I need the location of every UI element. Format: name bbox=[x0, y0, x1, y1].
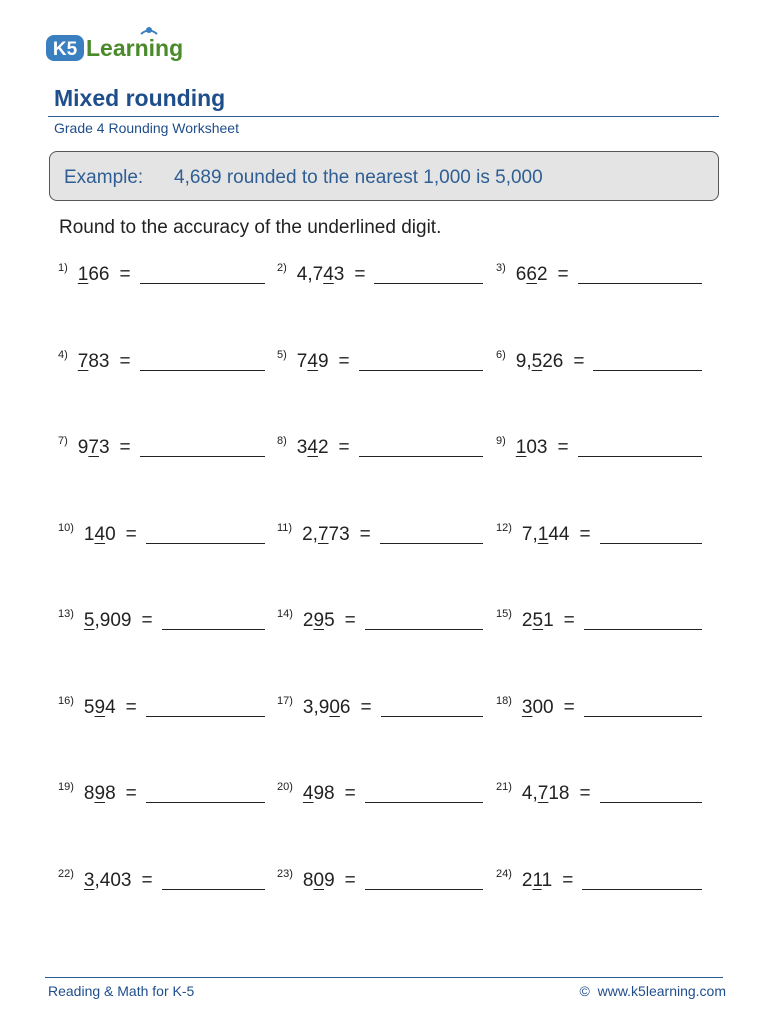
problem-underlined-digit: 7 bbox=[317, 523, 329, 545]
example-text: 4,689 rounded to the nearest 1,000 is 5,000 bbox=[174, 167, 543, 188]
problem-underlined-digit: 7 bbox=[537, 783, 549, 804]
problem-underlined-digit: 9 bbox=[94, 696, 106, 718]
answer-blank[interactable] bbox=[140, 264, 265, 284]
problem-digits-after: 2 bbox=[536, 264, 548, 285]
problem-underlined-digit: 4 bbox=[307, 437, 318, 458]
answer-blank[interactable] bbox=[140, 351, 265, 371]
problem-number: 19) bbox=[58, 781, 74, 793]
answer-blank[interactable] bbox=[584, 697, 702, 717]
problem-number: 20) bbox=[277, 781, 293, 793]
problem-digits-before: 1 bbox=[83, 523, 95, 545]
problem-number: 10) bbox=[58, 521, 74, 534]
problem-number: 3) bbox=[496, 262, 506, 274]
problem-item bbox=[496, 522, 702, 556]
problem-number: 14) bbox=[277, 608, 293, 620]
equals-sign: = bbox=[557, 437, 569, 458]
problem-number: 21) bbox=[496, 781, 512, 793]
k5-learning-logo bbox=[44, 24, 204, 68]
answer-blank[interactable] bbox=[582, 870, 702, 890]
equals-sign: = bbox=[125, 696, 137, 718]
answer-blank[interactable] bbox=[600, 783, 702, 803]
problem-grid bbox=[58, 262, 718, 952]
equals-sign: = bbox=[125, 523, 137, 545]
problem-digits-before: 3,9 bbox=[302, 696, 330, 718]
problem-underlined-digit: 0 bbox=[313, 869, 325, 891]
problem-item bbox=[58, 868, 265, 902]
equals-sign: = bbox=[579, 783, 591, 804]
answer-blank[interactable] bbox=[162, 610, 265, 630]
equals-sign: = bbox=[344, 610, 356, 631]
problem-digits-after: 03 bbox=[526, 437, 548, 458]
equals-sign: = bbox=[563, 610, 575, 631]
footer-divider bbox=[45, 977, 723, 978]
equals-sign: = bbox=[141, 869, 153, 891]
equals-sign: = bbox=[360, 696, 372, 718]
footer-tagline: Reading & Math for K-5 bbox=[48, 983, 195, 999]
equals-sign: = bbox=[579, 523, 591, 545]
problem-item bbox=[58, 695, 265, 729]
footer-site bbox=[580, 983, 727, 999]
answer-blank[interactable] bbox=[365, 783, 483, 803]
problem-digits-before: 2 bbox=[521, 869, 533, 891]
problem-item bbox=[496, 695, 702, 729]
equals-sign: = bbox=[125, 783, 137, 804]
answer-blank[interactable] bbox=[359, 351, 483, 371]
problem-underlined-digit: 6 bbox=[526, 264, 537, 285]
problem-digits-after: 9 bbox=[324, 869, 335, 891]
problem-item bbox=[58, 349, 265, 383]
problem-underlined-digit: 7 bbox=[77, 350, 89, 372]
problem-item bbox=[496, 262, 702, 296]
page-subtitle: Grade 4 Rounding Worksheet bbox=[54, 120, 239, 136]
problem-item bbox=[496, 781, 702, 815]
problem-digits-after: 83 bbox=[88, 350, 110, 372]
problem-number: 22) bbox=[58, 867, 74, 880]
problem-number: 17) bbox=[277, 694, 293, 707]
problem-digits-before: 4,7 bbox=[296, 264, 324, 285]
problem-number: 23) bbox=[277, 867, 293, 880]
equals-sign: = bbox=[557, 264, 569, 285]
problem-digits-before: 9 bbox=[77, 437, 89, 458]
equals-sign: = bbox=[354, 264, 366, 285]
problem-item bbox=[277, 695, 483, 729]
answer-blank[interactable] bbox=[600, 524, 702, 544]
example-label: Example: bbox=[64, 167, 144, 188]
equals-sign: = bbox=[359, 523, 371, 545]
answer-blank[interactable] bbox=[146, 783, 265, 803]
problem-number: 4) bbox=[58, 348, 68, 361]
problem-number: 5) bbox=[277, 348, 287, 361]
equals-sign: = bbox=[563, 696, 575, 718]
answer-blank[interactable] bbox=[381, 697, 483, 717]
problem-underlined-digit: 7 bbox=[88, 437, 99, 458]
problem-number: 9) bbox=[496, 435, 506, 447]
problem-number: 16) bbox=[58, 694, 74, 707]
answer-blank[interactable] bbox=[162, 870, 265, 890]
problem-digits-before: 9, bbox=[515, 350, 532, 372]
answer-blank[interactable] bbox=[146, 697, 265, 717]
problem-digits-after: 1 bbox=[543, 610, 554, 631]
instruction-text: Round to the accuracy of the underlined digit. bbox=[59, 217, 442, 238]
problem-item bbox=[58, 781, 265, 815]
problem-digits-after: 66 bbox=[88, 264, 110, 285]
problem-number: 11) bbox=[277, 521, 293, 534]
problem-digits-before: 4, bbox=[521, 783, 538, 804]
problem-item bbox=[58, 262, 265, 296]
problem-digits-after: 3 bbox=[98, 437, 110, 458]
problem-digits-before: 5 bbox=[83, 696, 95, 718]
answer-blank[interactable] bbox=[593, 351, 702, 371]
problem-digits-after: 0 bbox=[105, 523, 116, 545]
problem-number: 15) bbox=[496, 608, 512, 620]
problem-number: 7) bbox=[58, 435, 68, 447]
problem-underlined-digit: 1 bbox=[537, 523, 549, 545]
answer-blank[interactable] bbox=[380, 524, 483, 544]
equals-sign: = bbox=[338, 437, 350, 458]
problem-digits-after: ,403 bbox=[94, 869, 132, 891]
problem-number: 2) bbox=[277, 262, 287, 274]
footer-url: www.k5learning.com bbox=[597, 983, 726, 999]
equals-sign: = bbox=[119, 350, 131, 372]
problem-item bbox=[496, 349, 702, 383]
problem-item bbox=[277, 262, 483, 296]
problem-digits-after: 9 bbox=[317, 350, 329, 372]
problem-underlined-digit: 4 bbox=[307, 350, 318, 372]
problem-item bbox=[277, 435, 483, 469]
answer-blank[interactable] bbox=[365, 870, 483, 890]
problem-digits-after: 73 bbox=[328, 523, 350, 545]
problem-underlined-digit: 5 bbox=[83, 610, 95, 631]
problem-digits-after: 44 bbox=[548, 523, 570, 545]
problem-underlined-digit: 5 bbox=[531, 350, 543, 372]
equals-sign: = bbox=[573, 350, 585, 372]
problem-digits-after: 2 bbox=[317, 437, 329, 458]
problem-item bbox=[277, 349, 483, 383]
equals-sign: = bbox=[338, 350, 350, 372]
answer-blank[interactable] bbox=[578, 437, 702, 457]
problem-number: 6) bbox=[496, 348, 506, 361]
problem-digits-after: 8 bbox=[105, 783, 116, 804]
problem-digits-before: 8 bbox=[83, 783, 95, 804]
problem-digits-before: 6 bbox=[515, 264, 527, 285]
equals-sign: = bbox=[119, 264, 131, 285]
problem-underlined-digit: 5 bbox=[532, 610, 544, 631]
problem-underlined-digit: 1 bbox=[77, 264, 89, 285]
problem-digits-after: 98 bbox=[313, 783, 335, 804]
problem-item bbox=[58, 522, 265, 556]
problem-digits-before: 7 bbox=[296, 350, 308, 372]
answer-blank[interactable] bbox=[146, 524, 265, 544]
answer-blank[interactable] bbox=[578, 264, 702, 284]
problem-digits-after: 5 bbox=[324, 610, 335, 631]
problem-number: 18) bbox=[496, 694, 512, 707]
example-box bbox=[49, 151, 719, 201]
problem-digits-before: 3 bbox=[296, 437, 308, 458]
equals-sign: = bbox=[141, 610, 153, 631]
equals-sign: = bbox=[119, 437, 131, 458]
problem-digits-after: 4 bbox=[105, 696, 116, 718]
problem-underlined-digit: 3 bbox=[83, 869, 95, 891]
logo-k5-text: K5 bbox=[52, 39, 78, 60]
problem-digits-after: 3 bbox=[333, 264, 345, 285]
problem-number: 8) bbox=[277, 435, 287, 447]
problem-underlined-digit: 4 bbox=[302, 783, 314, 804]
equals-sign: = bbox=[344, 783, 356, 804]
problem-item bbox=[277, 781, 483, 815]
problem-item bbox=[58, 435, 265, 469]
problem-underlined-digit: 3 bbox=[521, 696, 533, 718]
copyright-symbol: © bbox=[579, 983, 590, 999]
logo-wordmark: Learning bbox=[86, 35, 184, 61]
title-divider bbox=[48, 116, 719, 117]
problem-digits-after: 26 bbox=[542, 350, 564, 372]
problem-digits-after: 00 bbox=[532, 696, 554, 718]
problem-digits-before: 2 bbox=[521, 610, 533, 631]
problem-digits-before: 7, bbox=[521, 523, 538, 545]
problem-underlined-digit: 4 bbox=[323, 264, 334, 285]
problem-digits-before: 2, bbox=[302, 523, 318, 545]
problem-digits-after: 1 bbox=[541, 869, 553, 891]
problem-item bbox=[496, 868, 702, 902]
answer-blank[interactable] bbox=[374, 264, 483, 284]
answer-blank[interactable] bbox=[140, 437, 265, 457]
problem-digits-before: 8 bbox=[302, 869, 314, 891]
problem-underlined-digit: 1 bbox=[515, 437, 527, 458]
problem-underlined-digit: 9 bbox=[94, 783, 106, 804]
problem-underlined-digit: 9 bbox=[313, 610, 325, 631]
problem-item bbox=[277, 868, 483, 902]
answer-blank[interactable] bbox=[584, 610, 702, 630]
problem-number: 1) bbox=[58, 262, 68, 274]
problem-underlined-digit: 4 bbox=[94, 523, 106, 545]
problem-underlined-digit: 1 bbox=[532, 869, 542, 891]
problem-digits-before: 2 bbox=[302, 610, 314, 631]
equals-sign: = bbox=[344, 869, 356, 891]
problem-number: 13) bbox=[58, 608, 74, 620]
problem-underlined-digit: 0 bbox=[329, 696, 340, 718]
problem-item bbox=[277, 608, 483, 642]
problem-digits-after: ,909 bbox=[94, 610, 132, 631]
problem-digits-after: 6 bbox=[339, 696, 351, 718]
problem-number: 24) bbox=[496, 867, 512, 880]
answer-blank[interactable] bbox=[365, 610, 483, 630]
equals-sign: = bbox=[562, 869, 574, 891]
problem-digits-after: 18 bbox=[548, 783, 570, 804]
problem-item bbox=[496, 435, 702, 469]
problem-item bbox=[58, 608, 265, 642]
problem-item bbox=[496, 608, 702, 642]
page-title: Mixed rounding bbox=[54, 85, 226, 111]
problem-number: 12) bbox=[496, 521, 512, 534]
problem-item bbox=[277, 522, 483, 556]
answer-blank[interactable] bbox=[359, 437, 483, 457]
